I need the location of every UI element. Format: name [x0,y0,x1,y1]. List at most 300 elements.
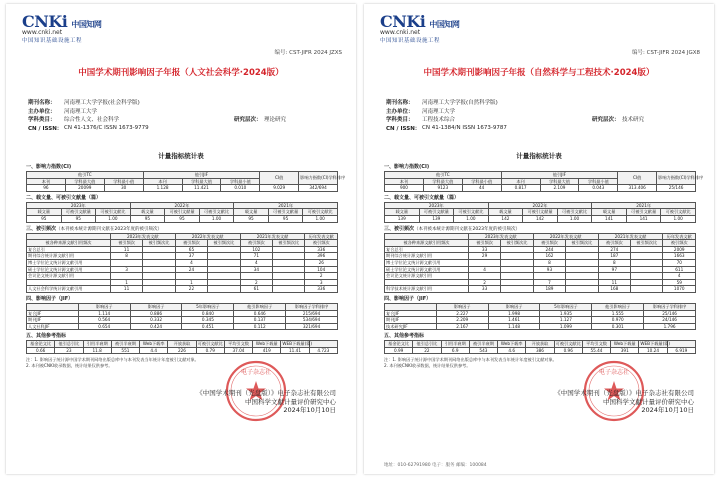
table-row [385,240,696,247]
table-cell [143,266,175,273]
table-cell: 5年影响因子 [540,303,592,310]
table-cell: 载文量 [27,209,62,216]
table-cell: 1.00 [303,215,338,222]
table-cell: 2021年 [592,202,696,209]
table-cell: 会议论文统计源文献引用 [385,273,469,280]
logo-cn: 中国知网 [429,19,460,29]
table-cell: 载文量 [130,209,165,216]
section-title [26,295,338,302]
table-cell: 学科最大值 [540,178,579,185]
table-cell: 复合总引 [27,246,111,253]
table-row [27,253,338,260]
table-cell: 可被引文献比 [555,341,581,347]
table-cell: 影响力指数(CI)学科排序 [299,172,338,185]
table-cell [667,341,695,348]
article-count-table [384,202,696,223]
table-cell: 被引半衰期 [469,341,497,348]
table-cell: 学科最大值 [423,178,462,185]
table-cell [566,266,598,273]
table-cell: 23 [55,347,83,354]
table-cell [385,233,469,240]
section-title [26,194,338,201]
table-cell: 187 [598,253,630,260]
issuer-company: 《中国学术期刊（光盘版）》电子杂志社有限公司 [554,389,694,397]
stats-body [26,161,346,368]
table-row [27,185,338,192]
table-cell: 可被引文献量 [165,209,200,216]
table-cell: 被引频次比 [566,240,598,247]
table-cell: 载文量 [488,209,523,216]
table-cell: 321/694 [286,323,338,330]
table-cell [240,273,272,280]
section-title [26,163,338,170]
table-cell: 9123 [423,185,462,192]
table-cell [143,259,175,266]
journal-sponsor: 河南理工大学 [422,108,456,115]
table-cell: 1.00 [661,215,696,222]
table-cell: 被引频次 [240,240,272,247]
table-cell [143,273,175,280]
table-cell [143,246,175,253]
section-title-text: 五、其他参考指标 [26,333,67,340]
table-cell: 载文量 [385,209,420,216]
section-note: （本刊被本统计源期刊文献在2023年度的被引频次） [414,226,520,232]
table-cell [501,279,533,286]
table-cell: 6.9 [441,347,469,354]
table-cell [501,266,533,273]
table-cell: 1.128 [143,185,182,192]
table-cell: 189 [533,286,565,293]
table-cell: 93 [533,266,565,273]
table-row [385,273,696,280]
table-cell [27,233,111,240]
table-cell: 29 [468,253,500,260]
section-title [384,163,696,170]
table-cell: 342/694 [299,185,338,192]
table-cell: 会议论文统计源文献引用 [27,273,111,280]
table-row [385,266,696,273]
report-title: 中国学术期刊影响因子年报（自然科学与工程技术·2024版） [423,68,655,78]
table-cell [566,259,598,266]
table-cell: 4 [468,266,500,273]
table-cell: 他引影响因子 [592,303,644,310]
table-cell: 37 [175,253,207,260]
table-cell: 97 [598,266,630,273]
table-cell: Web下载率 [140,341,168,348]
journal-meta [386,98,696,132]
table-cell: 1.00 [199,215,234,222]
meta-label: 期刊名称： [28,100,56,107]
table-row [385,233,696,240]
table-row [27,246,338,253]
table-cell: 2022年 [488,202,592,209]
table-cell [501,246,533,253]
table-cell [631,246,663,253]
table-row [27,259,338,266]
table-cell: 20099 [65,185,104,192]
logo-url: www.cnki.net [380,29,421,36]
table-cell: 人文社会科学统计源文献引用 [27,286,111,293]
table-cell: 本刊 [143,178,182,185]
table-cell: 0.96 [554,347,582,354]
table-cell: 55.44 [582,347,610,354]
table-row [385,310,696,317]
table-cell: 可被引文献比 [454,209,489,216]
table-cell [566,246,598,253]
table-cell: Web下载率 [498,341,526,348]
table-cell: 博士学位论文统计源文献引用 [385,259,469,266]
table-cell: 22 [413,347,441,354]
table-cell: 1.998 [488,310,540,317]
table-cell: Web下载量 [253,341,281,348]
table-cell [631,279,663,286]
section-title [384,295,696,302]
section-note: （本刊被本统计源期刊文献在2023年度的被引频次） [56,226,162,232]
journal-name: 河南理工大学学报(社会科学版) [64,100,140,107]
table-cell [27,303,79,310]
table-cell: 0.424 [130,323,182,330]
table-cell [273,259,305,266]
table-row [27,215,338,222]
article-count-table [26,202,338,223]
table-cell: 技术研究JIF [385,323,437,330]
table-cell: 33 [468,286,500,293]
table-cell: 他引总引比 [55,341,83,348]
table-cell: 他引TC [385,172,502,179]
table-cell: 0.654 [78,323,130,330]
table-row [27,273,338,280]
table-cell: 1 [110,279,142,286]
table-cell: 142 [488,215,523,222]
table-cell: 期刊JIF [385,317,437,324]
table-cell [175,273,207,280]
table-cell: 25/146 [657,185,696,192]
table-cell: 2 [305,273,338,280]
table-row [385,259,696,266]
table-cell: 可被引文献量 [626,209,661,216]
table-cell: 基金论文比 [27,341,55,348]
other-metrics-table [384,340,696,354]
section-title [26,332,338,339]
table-cell: 1.555 [592,310,644,317]
table-cell [598,273,630,280]
table-cell: 4 [663,273,696,280]
table-cell: 59 [663,279,696,286]
table-cell: 0.137 [234,317,286,324]
meta-label: CN / ISSN： [28,125,63,132]
table-row [27,286,338,293]
table-cell [631,266,663,273]
logo-mark: CNKi [380,12,426,31]
table-cell: 8 [598,259,630,266]
table-cell: 载文量 [234,209,269,216]
table-cell: 1.148 [488,323,540,330]
table-cell [208,273,240,280]
table-cell: Web下载量 [611,341,639,348]
table-cell: 被引频次 [598,240,630,247]
table-cell: 551 [111,347,139,354]
table-cell [273,273,305,280]
stats-title: 计量指标统计表 [516,152,562,160]
table-cell [533,273,565,280]
table-cell: 6.919 [667,347,695,354]
table-cell [566,273,598,280]
table-cell: WEB下载量(篇) [282,341,313,347]
table-cell: 2022年 [130,202,234,209]
table-row [385,286,696,293]
table-cell: 2022年发表文献 [175,233,240,240]
table-cell: 硕士学位论文统计源文献引用 [27,266,111,273]
table-cell: 学科最小值 [104,178,143,185]
table-cell: 0.970 [592,317,644,324]
table-cell: 0.817 [501,185,540,192]
table-cell [143,279,175,286]
table-cell: 学科最大值 [182,178,221,185]
table-cell: 可被引文献比 [197,341,223,347]
section-title [384,225,696,232]
cnki-logo [380,12,490,52]
table-cell [501,253,533,260]
table-cell: 0.840 [182,310,234,317]
table-cell: 人文社科JIF [27,323,79,330]
table-cell: 22 [175,286,207,293]
table-cell: 244 [533,246,565,253]
table-cell [631,253,663,260]
table-cell: 2021年发表文献 [240,233,305,240]
table-cell: 被引频次 [533,240,565,247]
table-cell: 44 [462,185,501,192]
table-cell [501,286,533,293]
table-cell: 2021年 [234,202,338,209]
table-cell: 0.043 [579,185,618,192]
table-cell: 391 [611,347,639,354]
table-cell: 2021年发表文献 [598,233,663,240]
table-cell: 24 [175,266,207,273]
table-cell: 被各种来源文献引用频次 [27,240,111,247]
table-cell: 期刊综合统计源文献引用 [385,253,469,260]
meta-label: CN / ISSN： [386,125,421,132]
journal-level: 技术研究 [622,117,645,124]
meta-label: 学科类目： [28,117,56,124]
table-cell: 引用半衰期 [441,341,469,348]
table-row [385,185,696,192]
table-row [27,310,338,317]
footnotes [384,357,696,368]
table-cell: 25/146 [644,310,696,317]
table-cell: 2.109 [540,185,579,192]
table-cell [208,253,240,260]
journal-level: 理论研究 [264,117,287,124]
table-row [27,172,338,179]
section-title-text: 五、其他参考指标 [384,333,425,340]
issuer-block [554,389,694,415]
table-cell: 被引频次 [110,240,142,247]
table-cell: 0.564 [78,317,130,324]
table-cell: 硕士学位论文统计源文献引用 [385,266,469,273]
table-cell: 3 [110,266,142,273]
issue-date: 2024年10月10日 [283,406,336,414]
report-title: 中国学术期刊影响因子年报（人文社会科学·2024版） [78,68,284,78]
table-cell: 37.04 [224,347,252,354]
table-cell: 1.099 [540,323,592,330]
table-cell: 8 [110,253,142,260]
table-cell: 168 [598,286,630,293]
table-cell: 336 [305,246,338,253]
meta-label: 学科类目： [386,117,414,124]
table-cell: 期刊综合统计源文献引用 [27,253,111,260]
table-row [27,323,338,330]
table-cell: 2.227 [436,310,488,317]
table-cell: 419 [253,347,281,354]
table-cell: 71 [240,253,272,260]
table-cell: 可被引文献量 [523,209,558,216]
table-cell: 1.114 [78,310,130,317]
table-cell: 0.332 [130,317,182,324]
citation-table [384,233,696,293]
footnote: 注：1. 影响因子统计源中国学术期刊网络出版总库中与本刊发表当年统计年度被引文献对象。 [384,357,557,363]
table-row [27,341,338,348]
table-cell: 274 [598,246,630,253]
table-cell: 影响因子学科排序 [286,303,338,310]
table-cell: 141 [592,215,627,222]
table-row [385,341,696,348]
table-cell: 1070 [663,286,696,293]
table-cell: 24/146 [644,317,696,324]
journal-meta [28,98,338,132]
other-metrics-table [26,340,338,354]
table-row [385,279,696,286]
footnote: 2. 本刊被CNKI收录数据，统计结果仅供参考。 [384,362,471,368]
footnote: 2. 本刊被CNKI收录数据，统计结果仅供参考。 [26,362,113,368]
journal-issn: CN 41-1384/N ISSN 1673-9787 [422,124,507,131]
table-cell: 他引JIF [143,172,260,179]
table-cell: 开放获取 [526,341,554,348]
table-row [27,233,338,240]
table-cell: 被引频次 [468,240,500,247]
table-cell: 被各种来源文献引用频次 [385,240,469,247]
table-cell: 2023年 [27,202,131,209]
issuer-block [196,389,336,415]
table-cell: 可被引文献比 [96,209,131,216]
table-cell: 26 [305,259,338,266]
table-cell: 9.029 [260,185,299,192]
table-cell: 0.112 [234,323,286,330]
report-page-natural-science [364,4,714,474]
table-row [385,172,696,179]
logo-tagline: 中国知识基础设施工程 [22,38,83,44]
table-cell: 11.421 [182,185,221,192]
table-cell: 4.6 [498,347,526,354]
table-cell: 386 [526,347,554,354]
table-row [385,317,696,324]
table-cell: 1 [175,279,207,286]
stats-body [384,161,704,368]
table-cell: 1663 [663,253,696,260]
ci-table [26,171,346,192]
table-cell: 3 [305,279,338,286]
table-row [27,347,338,354]
table-cell: 11 [110,246,142,253]
meta-label: 主办单位： [386,108,414,115]
table-cell: 1.796 [644,323,696,330]
table-cell [208,286,240,293]
table-cell: 可被引文献比 [661,209,696,216]
table-cell [208,279,240,286]
meta-label: 研究层次： [234,117,262,124]
table-cell: 900 [385,185,424,192]
table-cell: 被引频次比 [631,240,663,247]
table-cell: 期刊JIF [27,317,79,324]
table-cell: 2022年发表文献 [533,233,598,240]
table-cell: 396 [305,253,338,260]
table-cell: 104 [305,266,338,273]
seal-text: 电子杂志社 [240,369,272,376]
table-cell: 1.00 [96,215,131,222]
table-cell: 95 [268,215,303,222]
table-cell: 95 [234,215,269,222]
table-cell: 5年影响因子 [182,303,234,310]
table-cell: 影响因子 [130,303,182,310]
table-cell [385,303,437,310]
seal-text: 电子杂志社 [598,369,630,376]
table-cell: 被引频次比 [143,240,175,247]
table-cell [143,253,175,260]
section-title-text: 三、被引频次 [384,225,415,232]
table-cell: 33 [468,246,500,253]
table-cell: 0.99 [385,347,413,354]
journal-category: 工程技术综合 [422,117,456,124]
table-cell: 本刊 [27,178,66,185]
table-cell: 载文量 [592,209,627,216]
table-cell: 学科最小值 [579,178,618,185]
table-row [27,209,338,216]
impact-factor-table [384,303,696,330]
table-cell: 2009 [663,246,696,253]
table-cell: 1.461 [488,317,540,324]
table-cell: 8 [533,259,565,266]
report-page-social-science [6,4,356,474]
table-cell: 被引频次 [663,240,696,247]
table-cell: 7 [533,279,565,286]
table-cell: 0.010 [221,185,260,192]
table-cell: 可被引文献量 [419,209,454,216]
table-cell: 被引频次比 [208,240,240,247]
table-cell [385,279,469,286]
table-cell: 学科最大值 [65,178,104,185]
table-cell: 0.646 [234,310,286,317]
table-cell: 他引TC [27,172,144,179]
table-cell: 被引频次比 [501,240,533,247]
table-cell: 30 [104,185,143,192]
table-cell: 他引总引比 [413,341,441,348]
table-cell: 他引影响因子 [234,303,286,310]
section-title-text: 一、影响力指数(CI) [384,164,430,170]
journal-name: 河南理工大学学报(自然科学版) [422,100,498,107]
table-cell: 影响因子 [436,303,488,310]
table-cell: 1.127 [540,317,592,324]
page-footer: 地址：010-62791980 电子：服务 邮编：100084 [384,463,487,468]
table-cell: 0.451 [182,323,234,330]
table-row [27,240,338,247]
table-cell [27,279,111,286]
table-cell [566,279,598,286]
table-cell: 11.8 [83,347,111,354]
section-title-text: 一、影响力指数(CI) [26,164,72,170]
table-cell [273,279,305,286]
table-cell [566,253,598,260]
table-cell: 历年发表文献 [663,233,696,240]
table-cell: 95 [130,215,165,222]
